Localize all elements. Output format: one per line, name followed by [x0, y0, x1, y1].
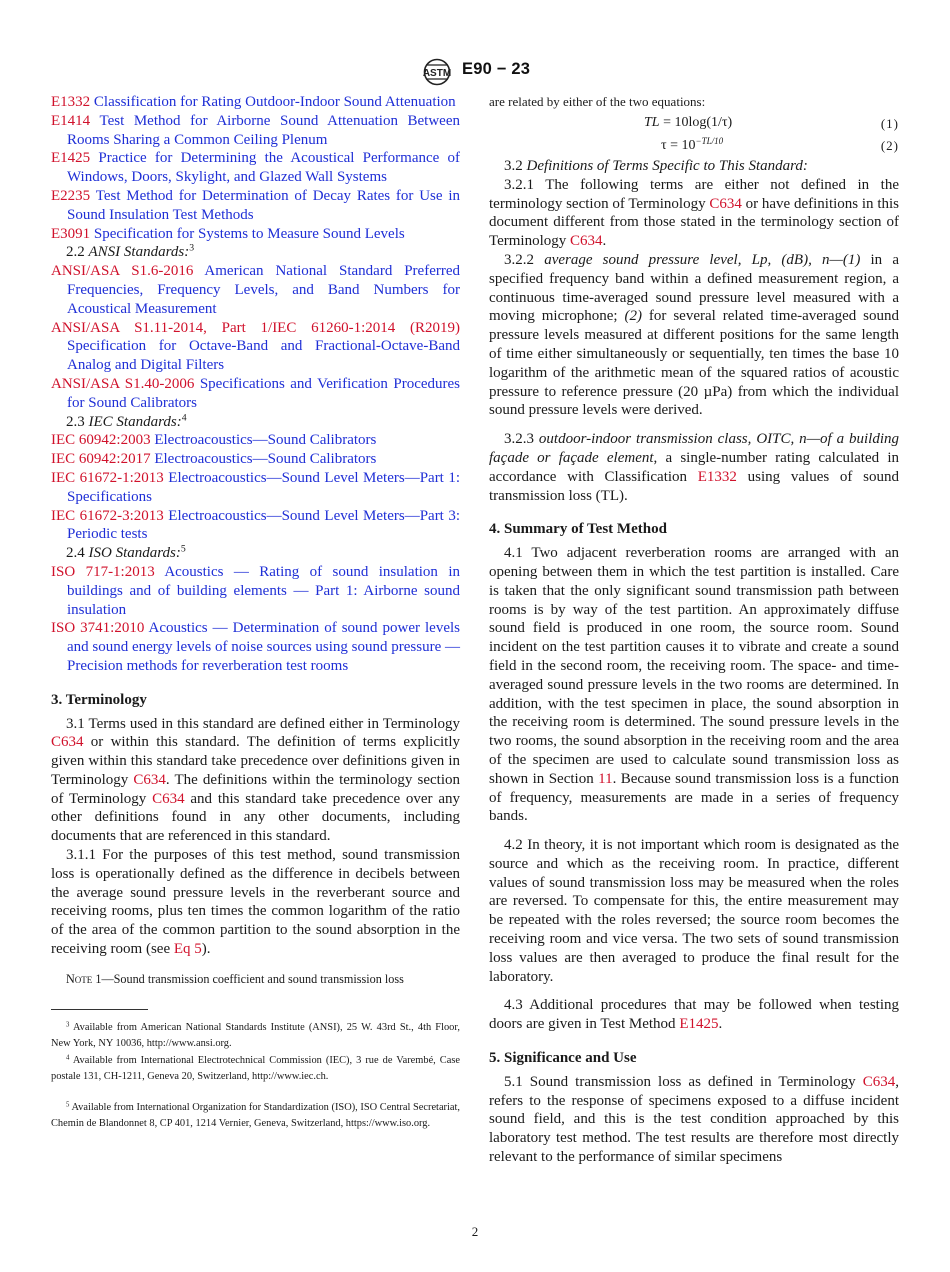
reference-link[interactable]: E2235	[51, 187, 91, 204]
reference-title[interactable]: American National Standard Preferred Frequencies, Frequency Levels, and Band Numbers for Acoustical Measurement	[67, 263, 461, 317]
referenced-iec-list	[51, 431, 460, 544]
footnote-text: Available from International Electrotechnical Commission (IEC), 3 rue de Varembé, Case postale 131, CH-1211, Geneva 20, Switzerland, http://www.iec.ch.	[51, 1054, 460, 1083]
reference-link[interactable]: E1332	[51, 94, 91, 110]
page-number: 2	[471, 1224, 479, 1239]
equation-expression	[644, 114, 732, 133]
subsection-number: 2.4	[66, 545, 85, 562]
logo-text: ASTM	[422, 68, 452, 79]
paragraph-text: or have definitions in this document different from those stated in the terminology section of Terminology	[489, 195, 899, 250]
paragraph-text: .	[602, 233, 607, 250]
section-heading: 3. Terminology	[51, 691, 147, 708]
reference-link[interactable]: IEC 61672-1:2013	[51, 469, 164, 486]
footnote-ref[interactable]: 4	[181, 412, 187, 424]
cross-reference-link[interactable]: C634	[133, 771, 166, 788]
referenced-ansi-list	[51, 262, 460, 412]
subsection-title: ISO Standards:	[88, 545, 181, 562]
paragraph-3-2-3	[489, 430, 899, 505]
paragraph-3-2-2	[489, 251, 899, 420]
equation-number: (1)	[880, 116, 899, 131]
referenced-astm-list	[51, 93, 460, 243]
reference-title[interactable]: Specifications and Verification Procedures for Sound Calibrators	[67, 375, 461, 411]
paragraph-text: in a specified frequency band within a defined measurement region, a continuous time-averaged sound pressure level measured with a moving microphone;	[489, 251, 900, 325]
footnote-number: 3	[66, 1021, 70, 1029]
reference-link[interactable]: IEC 60942:2003	[51, 432, 151, 449]
paragraph-text: 3.1 Terms used in this standard are defined either in Terminology	[66, 715, 460, 732]
reference-item	[51, 225, 460, 244]
note-text: 1—Sound transmission coefficient and sound transmission loss	[92, 971, 404, 986]
defined-term: average sound pressure level, Lp, (dB), n—(1)	[544, 251, 861, 268]
equations-intro: are related by either of the two equations:	[489, 94, 706, 109]
reference-link[interactable]: E1425	[51, 150, 91, 167]
equation-rhs: = 10log(1/τ)	[659, 115, 733, 130]
footnote	[51, 1100, 460, 1133]
reference-link[interactable]: ANSI/ASA S1.11-2014, Part 1/IEC 61260-1:2014 (R2019)	[51, 319, 460, 336]
footnote-text: Available from International Organization for Standardization (ISO), ISO Central Secretariat, Chemin de Blandonnet 8, CP 401, 1214 Vernier, Geneva, Switzerland, https://www.iso.org.	[51, 1101, 460, 1130]
right-column	[489, 93, 899, 1167]
referenced-iso-list	[51, 563, 460, 676]
equation-link[interactable]: Eq 5	[173, 941, 202, 958]
footnote-ref[interactable]: 5	[180, 543, 186, 555]
definition-marker: (2)	[624, 308, 642, 325]
subsection-number: 2.3	[66, 413, 85, 430]
section-heading: 4. Summary of Test Method	[489, 521, 667, 538]
paragraph-text: 4.3 Additional procedures that may be followed when testing doors are given in Test Method	[489, 997, 899, 1033]
cross-reference-link[interactable]: C634	[709, 195, 742, 212]
paragraph-text: . The definitions within the terminology section of Terminology	[51, 771, 460, 807]
reference-item	[51, 93, 460, 112]
note-label: Note	[66, 971, 93, 986]
reference-item	[51, 187, 460, 225]
reference-title[interactable]: Acoustics — Determination of sound power levels and sound energy levels of noise sources using sound pressure — Precision methods for reverberation test rooms	[67, 620, 460, 674]
reference-link[interactable]: E1414	[51, 112, 91, 129]
left-column	[51, 93, 460, 1133]
equation-expression	[661, 137, 723, 156]
paragraph-4-2: 4.2 In theory, it is not important which room is designated as the source and which as the receiving room. In practice, different values of sound transmission loss may be measured when the roles are reversed. To compensate for this, the entire measurement may be repeated with the roles reversed; the source room becomes the receiving room and vice versa. The two sets of sound transmission loss values are then averaged to produce the final result for the laboratory.	[489, 837, 899, 985]
reference-item	[51, 149, 460, 187]
cross-reference-link[interactable]: C634	[51, 734, 84, 751]
reference-item	[51, 375, 460, 413]
iso-standards-heading	[51, 544, 460, 563]
iec-standards-heading	[51, 413, 460, 432]
reference-item	[51, 262, 460, 318]
paragraph-3-2	[489, 157, 899, 176]
paragraph-3-1	[51, 715, 460, 847]
subsection-title: ANSI Standards:	[88, 244, 190, 261]
reference-link[interactable]: E3091	[51, 225, 91, 242]
reference-title[interactable]: Classification for Rating Outdoor-Indoor Sound Attenuation	[93, 94, 456, 110]
reference-item	[51, 563, 460, 619]
reference-title[interactable]: Electroacoustics—Sound Level Meters—Part 1: Specifications	[67, 469, 461, 505]
paragraph-text: for several related time-averaged sound pressure levels measured at different positions for the same length of time either simultaneously or sequentially, ten times the base 10 logarithm of the arithmetic mean of the squared ratios of acoustic pressure to reference pressure (20 µPa) from which the individual sound pressure levels were derived.	[489, 308, 899, 419]
reference-link[interactable]: ISO 3741:2010	[51, 620, 145, 637]
defined-term: outdoor-indoor transmission class, OITC, n—of a building façade or façade element	[489, 431, 899, 466]
subsection-title: IEC Standards:	[88, 413, 182, 430]
paragraph-text: 3.1.1 For the purposes of this test method, sound transmission loss is operationally defined as the difference in decibels between the average sound pressure levels in the reverberant source and receiving rooms, plus ten times the common logarithm of the ratio of the area of the common partition to the sound absorption in the receiving room (see	[51, 847, 460, 958]
reference-title[interactable]: Specification for Octave-Band and Fractional-Octave-Band Analog and Digital Filters	[67, 338, 460, 374]
page-header	[0, 58, 950, 86]
astm-logo	[417, 58, 457, 86]
paragraph-text: or within this standard. The definition of terms explicitly given within this standard take precedence over definitions given in Terminology	[51, 734, 460, 788]
reference-title[interactable]: Specification for Systems to Measure Sound Levels	[93, 225, 405, 242]
paragraph-4-1	[489, 544, 899, 826]
paragraph-text: , a single-number rating calculated in accordance with Classification	[489, 449, 899, 485]
reference-link[interactable]: ANSI/ASA S1.40-2006	[51, 375, 195, 392]
reference-link[interactable]: ISO 717-1:2013	[51, 563, 155, 580]
reference-item	[51, 469, 460, 507]
reference-title[interactable]: Acoustics — Rating of sound insulation in buildings and of building elements — Part 1: Airborne sound insulation	[67, 563, 460, 618]
reference-title[interactable]: Electroacoustics—Sound Calibrators	[154, 432, 377, 449]
subsection-number: 2.2	[66, 244, 85, 261]
equation-lhs: τ = 10	[661, 138, 696, 153]
footnote-number: 5	[66, 1101, 70, 1109]
reference-link[interactable]: IEC 60942:2017	[51, 451, 151, 468]
subsection-number: 3.2	[504, 158, 523, 174]
paragraph-text: .	[718, 1016, 723, 1033]
cross-reference-link[interactable]: C634	[152, 790, 185, 807]
footnote-number: 4	[66, 1054, 70, 1062]
reference-item	[51, 619, 460, 675]
paragraph-text: and this standard take precedence over any other definitions found in any other documents, including documents that are referenced in this standard.	[51, 790, 460, 845]
cross-reference-link[interactable]: E1332	[697, 468, 737, 485]
paragraph-number: 3.2.3	[504, 431, 539, 448]
cross-reference-link[interactable]: E1425	[679, 1016, 719, 1033]
section-heading: 5. Significance and Use	[489, 1050, 637, 1067]
paragraph-3-1-1	[51, 846, 460, 959]
equation-2	[489, 133, 899, 155]
reference-title[interactable]: Electroacoustics—Sound Level Meters—Part 3: Periodic tests	[67, 507, 461, 543]
equation-exponent: −TL/10	[695, 136, 724, 147]
paragraph-3-2-1	[489, 176, 899, 251]
footnote-ref[interactable]: 3	[189, 243, 195, 255]
footnote	[51, 1020, 460, 1053]
paragraph-text: using values of sound transmission loss (TL).	[489, 468, 899, 504]
cross-reference-link[interactable]: C634	[570, 233, 603, 250]
ansi-standards-heading	[51, 243, 460, 262]
paragraph-text: . Because sound transmission loss is a function of frequency, measurements are made in a series of frequency bands.	[489, 770, 899, 825]
reference-title[interactable]: Test Method for Airborne Sound Attenuation Between Rooms Sharing a Common Ceiling Plenum	[67, 112, 461, 148]
equation-1	[489, 111, 899, 133]
paragraph-number: 3.2.2	[504, 251, 545, 268]
reference-title[interactable]: Electroacoustics—Sound Calibrators	[154, 451, 377, 468]
reference-item	[51, 112, 460, 150]
paragraph-text: 4.1 Two adjacent reverberation rooms are arranged with an opening between them in which the test partition is installed. Care is taken that the only significant sound transmission path between rooms is by way of the test partition. An approximately diffuse sound field is produced in one room, the source room. Sound incident on the test partition causes it to vibrate and create a sound field in the second room, the receiving room. The space- and time-averaged sound pressure levels in the two rooms are determined. In addition, with the test specimen in place, the sound absorption in the receiving room is determined. The sound pressure levels in the two rooms, the sound absorption in the receiving room and the area of the specimen are used to calculate sound transmission loss as shown in Section	[489, 545, 899, 787]
cross-reference-link[interactable]: C634	[862, 1073, 896, 1090]
paragraph-text: , refers to the response of specimens exposed to a diffuse incident sound field, and this is the test condition approached by this laboratory test method. The test results are therefore most directly relevant to the performance of similar specimens	[489, 1073, 899, 1166]
paragraph-text: 3.2.1 The following terms are either not defined in the terminology section of Terminology	[489, 176, 899, 212]
equation-number: (2)	[880, 138, 899, 153]
paragraph-text: ).	[201, 941, 211, 958]
reference-title[interactable]: Practice for Determining the Acoustical Performance of Windows, Doors, Skylight, and Glazed Wall Systems	[67, 150, 461, 186]
equation-lhs: TL	[644, 115, 660, 130]
paragraph-4-3	[489, 996, 899, 1034]
footnote	[51, 1053, 460, 1086]
reference-item	[51, 450, 460, 469]
subsection-title: Definitions of Terms Specific to This Standard:	[526, 158, 808, 174]
reference-item	[51, 431, 460, 450]
reference-link[interactable]: ANSI/ASA S1.6-2016	[51, 263, 194, 280]
standard-designation: E90 − 23	[462, 60, 531, 78]
footnote-divider	[51, 1009, 148, 1010]
reference-item	[51, 319, 460, 375]
reference-item	[51, 507, 460, 545]
reference-link[interactable]: IEC 61672-3:2013	[51, 507, 164, 524]
section-link[interactable]: 11	[598, 770, 613, 787]
reference-title[interactable]: Test Method for Determination of Decay Rates for Use in Sound Insulation Test Methods	[67, 187, 460, 223]
paragraph-5-1	[489, 1073, 899, 1167]
note-1	[51, 971, 460, 987]
paragraph-text: 5.1 Sound transmission loss as defined in Terminology	[504, 1073, 863, 1090]
footnote-text: Available from American National Standards Institute (ANSI), 25 W. 43rd St., 4th Floor, New York, NY 10036, http://www.ansi.org.	[51, 1021, 460, 1050]
